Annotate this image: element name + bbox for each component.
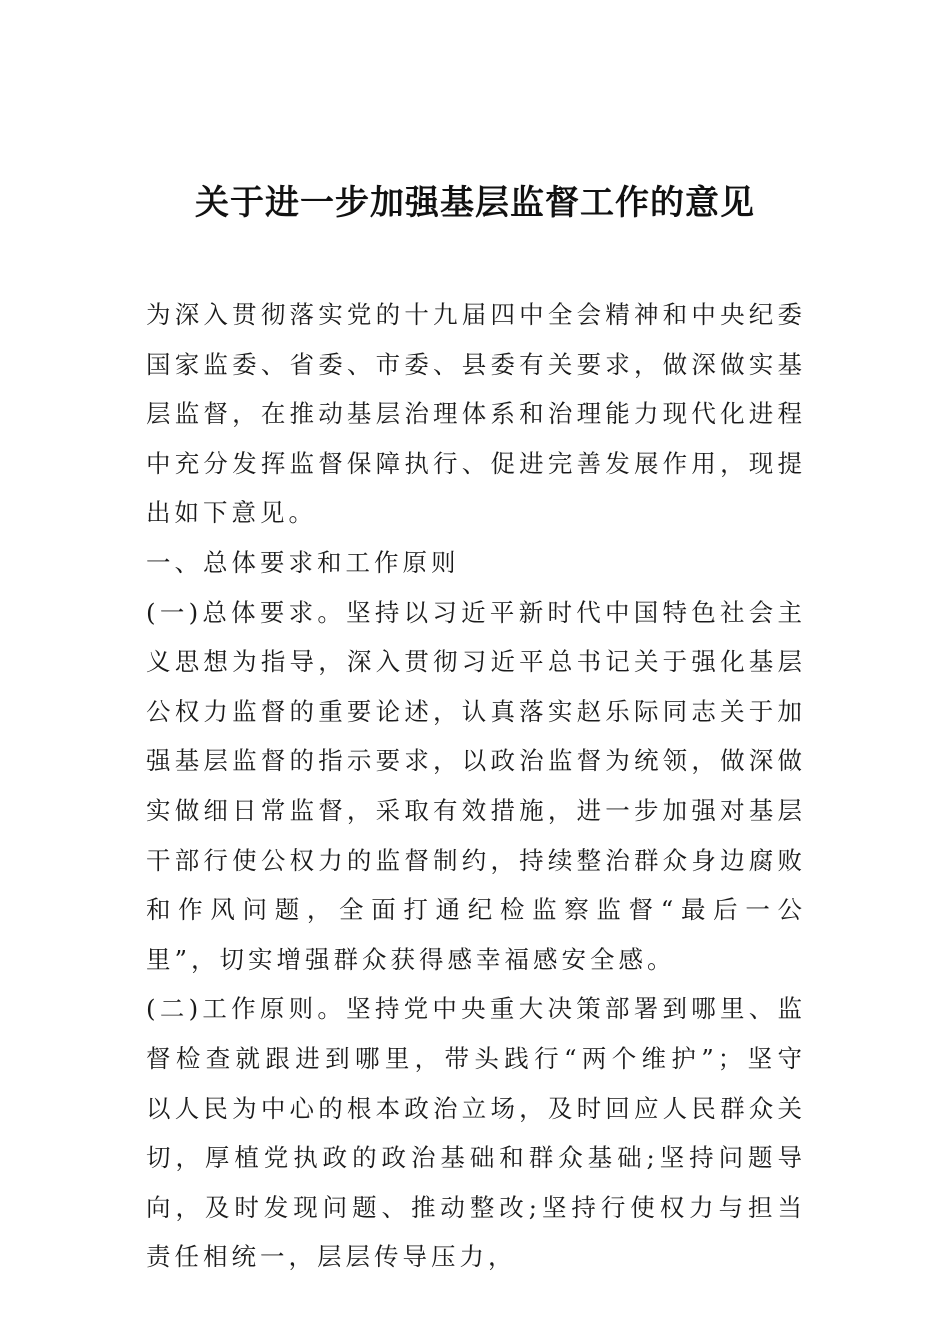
document-title: 关于进一步加强基层监督工作的意见	[195, 182, 755, 223]
subsection-working-principles: (二)工作原则。坚持党中央重大决策部署到哪里、监督检查就跟进到哪里，带头践行“两个维护”；坚守以人民为中心的根本政治立场，及时回应人民群众关切，厚植党执政的政治基础和群众基础;坚持问题导向，及时发现问题、推动整改;坚持行使权力与担当责任相统一，层层传导压力，	[146, 994, 806, 1272]
section-heading-1: 一、总体要求和工作原则	[146, 547, 460, 577]
subsection-general-requirements: (一)总体要求。坚持以习近平新时代中国特色社会主义思想为指导，深入贯彻习近平总书记关于强化基层公权力监督的重要论述，认真落实赵乐际同志关于加强基层监督的指示要求，以政治监督为统领，做深做实做细日常监督，采取有效措施，进一步加强对基层干部行使公权力的监督制约，持续整治群众身边腐败和作风问题，全面打通纪检监察监督“最后一公里”，切实增强群众获得感幸福感安全感。	[146, 597, 806, 974]
intro-paragraph: 为深入贯彻落实党的十九届四中全会精神和中央纪委国家监委、省委、市委、县委有关要求，做深做实基层监督，在推动基层治理体系和治理能力现代化进程中充分发挥监督保障执行、促进完善发展作用，现提出如下意见。	[146, 300, 806, 528]
document-body	[146, 290, 806, 1282]
